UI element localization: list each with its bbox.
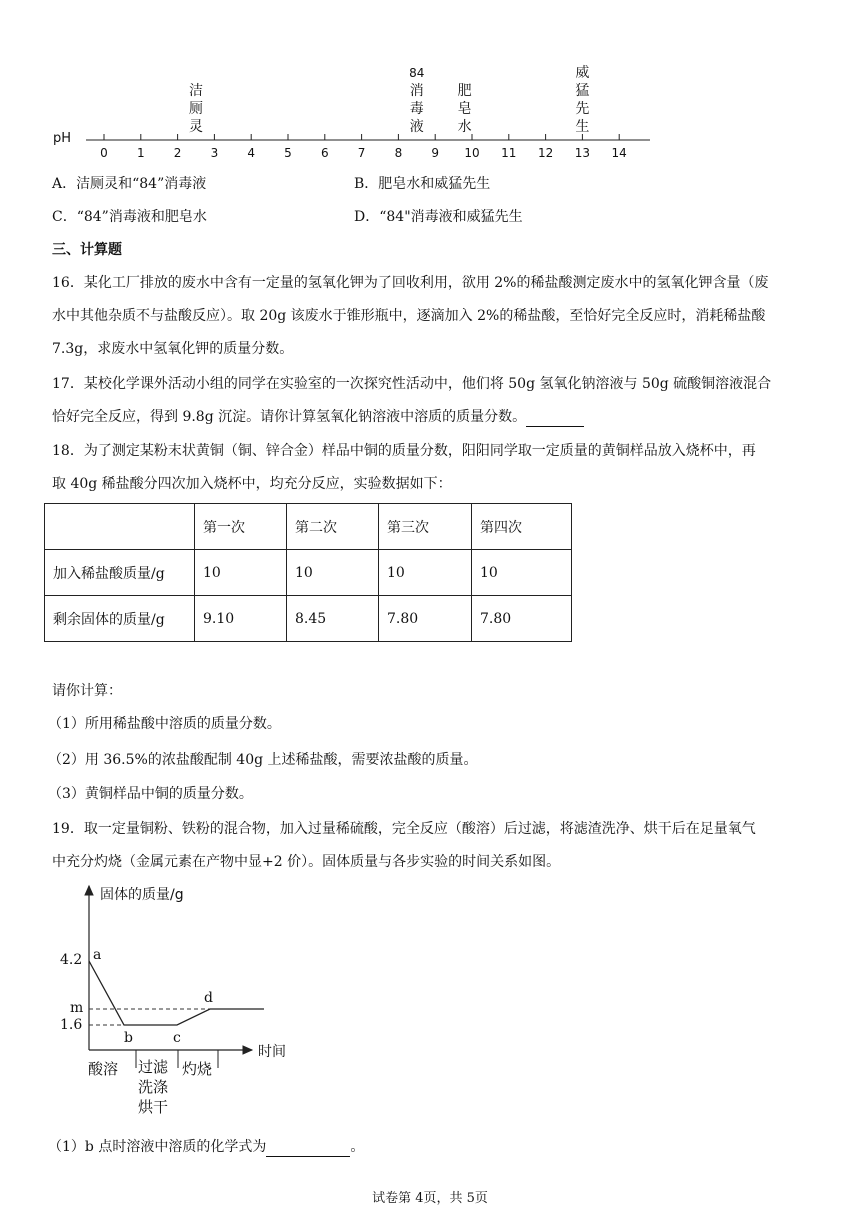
q16-line2: 水中其他杂质不与盐酸反应）。取 20g 该废水于锥形瓶中，逐滴加入 2%的稀盐酸，至恰好完全反应时，消耗稀盐酸	[52, 308, 766, 324]
ph-tick-label: 8	[394, 146, 403, 160]
ph-substance-char: 猛	[575, 83, 590, 99]
table-header-cell: 第二次	[287, 504, 379, 550]
ph-tick-label: 13	[574, 146, 591, 160]
q18-prompt: 请你计算：	[52, 683, 122, 699]
ph-substance-char: 威	[575, 65, 590, 81]
ph-tick-label: 3	[210, 146, 219, 160]
q17-line2	[52, 407, 584, 427]
y-axis-label: 固体的质量/g	[100, 887, 184, 903]
point-label-b: b	[124, 1030, 133, 1046]
ph-substance-char: 灵	[189, 119, 203, 135]
page-footer: 试卷第 4页，共 5页	[372, 1191, 488, 1206]
q18-sub3: （3）黄铜样品中铜的质量分数。	[48, 786, 253, 802]
ph-tick-label: 9	[431, 146, 439, 160]
ph-tick-label: 10	[464, 146, 480, 160]
table-cell: 10	[379, 550, 472, 596]
point-label-a: a	[93, 947, 102, 963]
ph-substance-char: 洁	[189, 83, 203, 99]
ph-substance-char: 消	[409, 83, 424, 99]
stage-label-filter-2: 洗涤	[138, 1078, 169, 1096]
ph-tick-label: 0	[100, 146, 108, 160]
ph-tick-label: 11	[501, 146, 517, 160]
stage-label-acid: 酸溶	[88, 1060, 119, 1078]
table-cell: 7.80	[379, 596, 472, 642]
ph-tick-label: 7	[357, 146, 366, 160]
ph-substance-char: 毒	[409, 101, 424, 117]
period: 。	[350, 1139, 365, 1155]
y-tick-1-6: 1.6	[60, 1017, 83, 1033]
ph-substance-char: 厕	[189, 101, 203, 117]
ph-substance-label	[574, 64, 590, 136]
point-label-d: d	[204, 990, 213, 1006]
answer-blank	[526, 410, 584, 427]
stage-label-filter-1: 过滤	[138, 1058, 169, 1076]
stage-label-filter	[138, 1057, 168, 1117]
ph-tick-label: 2	[173, 146, 182, 160]
table-cell: 7.80	[472, 596, 572, 642]
table-row	[45, 596, 572, 642]
table-cell: 9.10	[195, 596, 287, 642]
table-cell: 10	[195, 550, 287, 596]
stage-label-filter-3: 烘干	[138, 1098, 169, 1116]
q19-sub1-text: （1）b 点时溶液中溶质的化学式为	[48, 1139, 267, 1155]
stage-label-burn: 灼烧	[182, 1060, 213, 1078]
q18-line1: 18．为了测定某粉末状黄铜（铜、锌合金）样品中铜的质量分数，阳阳同学取一定质量的黄铜样品放入烧杯中，再	[52, 443, 756, 459]
ph-substance-char: 皂	[457, 101, 472, 117]
table-header-cell: 第四次	[472, 504, 572, 550]
ph-substance-char: 84	[409, 66, 425, 80]
ph-tick-label: 1	[136, 146, 145, 160]
answer-blank	[266, 1140, 350, 1157]
ph-substance-char: 生	[575, 119, 590, 135]
table-header-row	[45, 504, 572, 550]
ph-tick-label: 12	[537, 146, 554, 160]
ph-tick-label: 5	[284, 146, 292, 160]
ph-substance-char: 水	[457, 119, 472, 135]
table-header-cell	[45, 504, 195, 550]
table-cell: 8.45	[287, 596, 379, 642]
table-row	[45, 550, 572, 596]
data-table	[44, 503, 572, 642]
q19-line1: 19．取一定量铜粉、铁粉的混合物，加入过量稀硫酸，完全反应（酸溶）后过滤，将滤渣洗净、烘干后在足量氧气	[52, 821, 756, 837]
q18-sub2: （2）用 36.5%的浓盐酸配制 40g 上述稀盐酸，需要浓盐酸的质量。	[48, 752, 478, 768]
table-header-cell: 第三次	[379, 504, 472, 550]
option-d: D．“84"消毒液和威猛先生	[354, 209, 523, 225]
ph-substance-label	[188, 82, 204, 136]
ph-axis-label: pH	[53, 131, 72, 146]
table-row-label: 加入稀盐酸质量/g	[45, 550, 195, 596]
y-tick-4-2: 4.2	[60, 952, 83, 968]
ph-tick-label: 14	[611, 146, 627, 160]
q19-line2: 中充分灼烧（金属元素在产物中显+2 价）。固体质量与各步实验的时间关系如图。	[52, 854, 561, 870]
ph-substance-char: 液	[409, 119, 424, 135]
table-header-cell: 第一次	[195, 504, 287, 550]
section-title: 三、计算题	[52, 242, 122, 258]
table-cell: 10	[472, 550, 572, 596]
option-a: A．洁厕灵和“84”消毒液	[52, 176, 207, 192]
ph-substance-char: 先	[575, 101, 590, 117]
ph-substance-label	[457, 82, 473, 136]
x-axis-label: 时间	[258, 1044, 286, 1060]
q16-line1: 16．某化工厂排放的废水中含有一定量的氢氧化钾为了回收利用，欲用 2%的稀盐酸测定废水中的氢氧化钾含量（废	[52, 275, 769, 291]
q16-line3: 7.3g，求废水中氢氧化钾的质量分数。	[52, 341, 294, 357]
y-tick-m: m	[70, 1000, 84, 1016]
point-label-c: c	[173, 1030, 181, 1046]
option-b: B．肥皂水和威猛先生	[354, 176, 491, 192]
ph-substance-label	[409, 64, 425, 136]
ph-substance-char: 肥	[457, 83, 472, 99]
q18-sub1: （1）所用稀盐酸中溶质的质量分数。	[48, 716, 281, 732]
q18-line2: 取 40g 稀盐酸分四次加入烧杯中，均充分反应，实验数据如下：	[52, 476, 452, 492]
table-row-label: 剩余固体的质量/g	[45, 596, 195, 642]
mass-curve	[89, 961, 264, 1025]
q19-sub1	[48, 1137, 364, 1157]
q17-line2-text: 恰好完全反应，得到 9.8g 沉淀。请你计算氢氧化钠溶液中溶质的质量分数。	[52, 409, 527, 425]
ph-scale	[0, 0, 860, 170]
table-cell: 10	[287, 550, 379, 596]
q17-line1: 17．某校化学课外活动小组的同学在实验室的一次探究性活动中，他们将 50g 氢氧化钠溶液与 50g 硫酸铜溶液混合	[52, 376, 772, 392]
ph-tick-label: 6	[320, 146, 329, 160]
option-c: C．“84”消毒液和肥皂水	[52, 209, 207, 225]
ph-tick-label: 4	[247, 146, 255, 160]
